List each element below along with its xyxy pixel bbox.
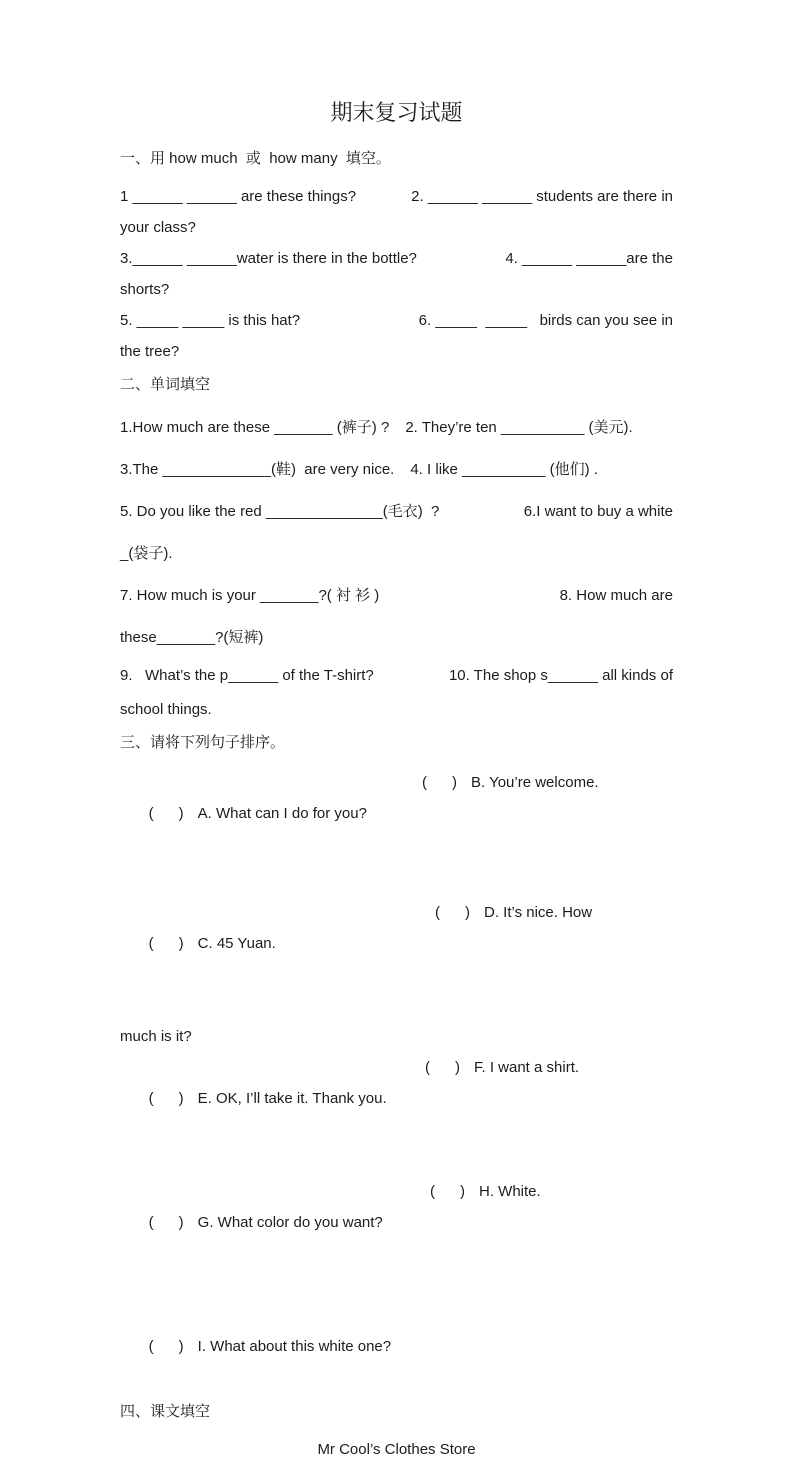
s3-item-b	[422, 767, 599, 798]
s3-item-d-continuation: much is it?	[120, 1028, 192, 1045]
section1-heading: 一、用 how much 或 how many 填空。	[120, 150, 391, 167]
s2-row-q7q8	[120, 575, 673, 617]
s1-question-3: 3.______ ______water is there in the bottle?	[120, 250, 417, 267]
s1-row-q3q4	[120, 243, 673, 274]
s2-row-q9q10	[120, 659, 673, 693]
s1-question-4-continuation: shorts?	[120, 281, 170, 298]
s2-row-q1q2	[120, 407, 673, 449]
s3-item-d	[435, 897, 592, 928]
s3-item-h	[430, 1176, 541, 1207]
answer-bracket: ( )	[430, 1183, 465, 1200]
s2-question-10: 10. The shop s______ all kinds of	[448, 667, 673, 684]
passage-title: Mr Cool’s Clothes Store	[317, 1441, 476, 1458]
s2-question-10-continuation: school things.	[120, 701, 212, 718]
s1-question-5: 5. _____ _____ is this hat?	[120, 312, 301, 329]
answer-bracket: ( )	[425, 1059, 460, 1076]
s3-row-ef	[120, 1052, 673, 1176]
answer-bracket: ( )	[435, 904, 470, 921]
s2-question-4: 4. I like __________ (他们) .	[410, 461, 598, 478]
s3-row-gh	[120, 1176, 673, 1300]
s3-item-i-label: I. What about this white one?	[197, 1338, 392, 1355]
section2-heading: 二、单词填空	[120, 376, 211, 393]
s3-item-h-label: H. White.	[479, 1183, 541, 1200]
s3-row-ab	[120, 767, 673, 891]
s3-item-e-label: E. OK, I’ll take it. Thank you.	[197, 1090, 387, 1107]
s3-row-i	[120, 1300, 673, 1393]
answer-bracket: ( )	[148, 805, 184, 822]
s1-row-q1q2	[120, 181, 673, 212]
s3-item-c	[149, 935, 276, 952]
s3-item-g-label: G. What color do you want?	[197, 1214, 383, 1231]
s3-row-cd	[120, 897, 673, 1021]
s1-question-6: 6. _____ _____ birds can you see in	[418, 312, 673, 329]
s3-item-a-label: A. What can I do for you?	[197, 805, 367, 822]
answer-bracket: ( )	[148, 1214, 184, 1231]
answer-bracket: ( )	[422, 774, 457, 791]
s3-item-g	[149, 1214, 383, 1231]
s1-question-6-continuation: the tree?	[120, 343, 180, 360]
s1-question-2-continuation: your class?	[120, 219, 196, 236]
section4-heading: 四、课文填空	[120, 1403, 211, 1420]
s3-item-a	[149, 805, 367, 822]
s3-item-f-label: F. I want a shirt.	[474, 1059, 580, 1076]
s1-row-q5q6	[120, 305, 673, 336]
answer-bracket: ( )	[148, 1090, 184, 1107]
s1-question-2: 2. ______ ______ students are there in	[411, 188, 673, 205]
answer-bracket: ( )	[148, 1338, 184, 1355]
s2-question-9: 9. What’s the p______ of the T-shirt?	[120, 667, 374, 684]
s2-row-q3q4	[120, 449, 673, 491]
s3-item-c-label: C. 45 Yuan.	[197, 935, 276, 952]
s3-item-b-label: B. You’re welcome.	[471, 774, 599, 791]
s2-question-8-continuation: these_______?(短裤)	[120, 629, 264, 646]
s2-question-5: 5. Do you like the red ______________(毛衣) ?	[120, 503, 440, 520]
answer-bracket: ( )	[148, 935, 184, 952]
section3-heading: 三、请将下列句子排序。	[120, 734, 286, 751]
s1-question-4: 4. ______ ______are the	[505, 250, 673, 267]
s3-item-f	[425, 1052, 579, 1083]
page-title: 期末复习试题	[330, 100, 463, 125]
s1-question-1: 1 ______ ______ are these things?	[120, 188, 357, 205]
s2-question-1: 1.How much are these _______ (裤子) ?	[120, 419, 390, 436]
s2-question-2: 2. They’re ten __________ (美元).	[405, 419, 633, 436]
s2-question-8: 8. How much are	[559, 587, 673, 604]
s2-question-6-continuation: _(袋子).	[120, 545, 173, 562]
s3-item-d-label: D. It’s nice. How	[484, 904, 593, 921]
s2-question-6: 6.I want to buy a white	[523, 503, 673, 520]
s2-row-q5q6	[120, 491, 673, 533]
s3-item-i	[149, 1338, 391, 1355]
s3-item-e	[149, 1090, 387, 1107]
s2-question-3: 3.The _____________(鞋) are very nice.	[120, 461, 395, 478]
s2-question-7: 7. How much is your _______?( 衬 衫 )	[120, 587, 380, 604]
